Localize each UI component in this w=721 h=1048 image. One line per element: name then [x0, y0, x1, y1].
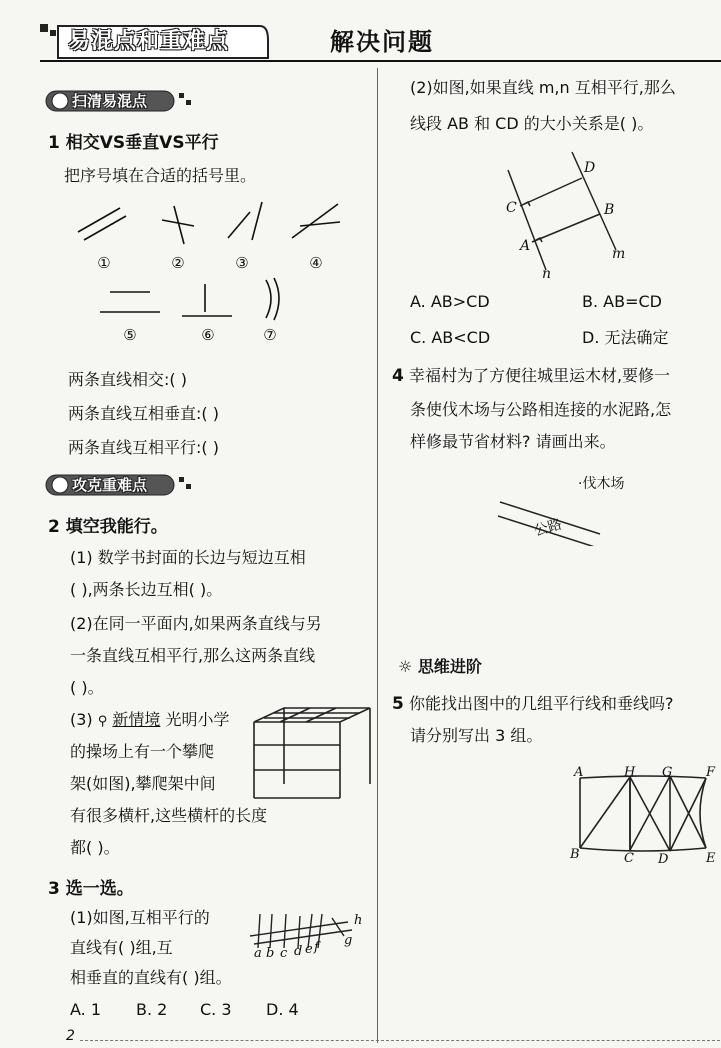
- climbing-frame-figure: [244, 700, 372, 800]
- q1-blank-parallel[interactable]: 两条直线互相平行:( ): [68, 438, 219, 457]
- q2-p2-line1: (2)在同一平面内,如果两条直线与另: [70, 614, 322, 633]
- q1-title: 相交VS垂直VS平行: [65, 133, 219, 153]
- point-label-b: B: [604, 202, 615, 218]
- magnifier-icon: ⚲: [97, 714, 108, 729]
- q3-p1-option-d[interactable]: D. 4: [266, 1000, 299, 1019]
- fig1-line-a: [78, 208, 120, 232]
- q2-p2-line3[interactable]: ( )。: [70, 678, 104, 697]
- q3-p1-line3[interactable]: 相垂直的直线有( )组。: [70, 968, 232, 987]
- q3-p2-option-d[interactable]: D. 无法确定: [582, 328, 669, 347]
- fig-label-2: ②: [171, 254, 185, 272]
- lightbulb-icon: ☼: [398, 657, 413, 676]
- q5-label-d: D: [658, 852, 669, 867]
- q3-p1-option-c[interactable]: C. 3: [200, 1000, 232, 1019]
- point-label-c: C: [506, 200, 517, 216]
- q5-line2: 请分别写出 3 组。: [410, 726, 543, 745]
- line-label-e: e: [305, 942, 313, 957]
- section-badge-clear-confusion: 扫清易混点: [72, 92, 148, 110]
- q1-blank-perpendicular[interactable]: 两条直线互相垂直:( ): [68, 404, 219, 423]
- line-label-m: m: [612, 246, 626, 262]
- q3-number: 3: [48, 879, 60, 899]
- point-label-d: D: [584, 160, 596, 176]
- point-label-a: A: [520, 238, 531, 254]
- q2-p3-line5[interactable]: 都( )。: [70, 838, 120, 857]
- q3-p2-figure: [500, 150, 640, 280]
- fig-label-5: ⑤: [123, 326, 137, 344]
- line-label-d: d: [294, 944, 303, 958]
- header-rule: [40, 60, 721, 62]
- q2-p3-line1: 光明小学: [165, 710, 230, 729]
- q1-instruction: 把序号填在合适的括号里。: [64, 166, 257, 185]
- q3-p2-line1: (2)如图,如果直线 m,n 互相平行,那么: [410, 78, 676, 97]
- page-number: 2: [66, 1028, 75, 1044]
- q3-p1-figure: [248, 908, 368, 958]
- q2-number: 2: [48, 517, 60, 537]
- line-label-n: n: [542, 266, 552, 280]
- q5-number: 5: [392, 694, 404, 714]
- line-label-h: h: [354, 913, 363, 928]
- q3-p1-option-b[interactable]: B. 2: [136, 1000, 168, 1019]
- q2-p3-line4: 有很多横杆,这些横杆的长度: [70, 806, 268, 825]
- fig4-line-a: [292, 204, 338, 238]
- q2-title: 填空我能行。: [65, 517, 168, 537]
- line-label-b: b: [266, 946, 275, 958]
- fig-label-3: ③: [235, 254, 249, 272]
- fig2-line-b: [174, 206, 184, 244]
- fig3-line-a: [228, 212, 250, 238]
- column-divider: [377, 68, 378, 1043]
- fig4-line-b: [300, 222, 340, 226]
- fig7-curve-b: [274, 278, 279, 320]
- line-label-a: a: [254, 946, 262, 958]
- q3-p2-option-b[interactable]: B. AB=CD: [582, 292, 662, 311]
- line-label-g: g: [344, 933, 353, 948]
- q4-line3: 样修最节省材料? 请画出来。: [410, 432, 616, 451]
- q3-p1-option-a[interactable]: A. 1: [70, 1000, 102, 1019]
- q5-label-f: F: [706, 765, 716, 780]
- q3-title: 选一选。: [65, 879, 134, 899]
- q2-p3-tag: 新情境: [112, 710, 161, 729]
- fig1-line-b: [84, 216, 126, 240]
- q5-label-a: A: [574, 765, 584, 780]
- lumberyard-point: ·伐木场: [578, 476, 625, 492]
- q1-blank-intersect[interactable]: 两条直线相交:( ): [68, 370, 187, 389]
- q1-number: 1: [48, 133, 60, 153]
- fig3-line-b: [252, 202, 262, 240]
- q5-line1: 你能找出图中的几组平行线和垂线吗?: [408, 694, 674, 713]
- q5-label-g: G: [662, 765, 673, 780]
- q3-p2-option-c[interactable]: C. AB<CD: [410, 328, 491, 347]
- q4-line2: 条使伐木场与公路相连接的水泥路,怎: [410, 400, 672, 419]
- q3-p1-line2[interactable]: 直线有( )组,互: [70, 938, 173, 957]
- q2-p2-line2: 一条直线互相平行,那么这两条直线: [70, 646, 316, 665]
- q2-p3-line2: 的操场上有一个攀爬: [70, 742, 215, 761]
- fig-label-7: ⑦: [263, 326, 277, 344]
- line-label-c: c: [280, 946, 288, 958]
- header-label: 易混点和重难点: [68, 29, 230, 54]
- section-title-advanced: 思维进阶: [417, 657, 482, 676]
- q5-label-h: H: [624, 765, 636, 780]
- line-label-f: f: [314, 940, 319, 955]
- fig7-curve-a: [266, 280, 271, 318]
- q5-figure: [566, 764, 716, 868]
- q5-label-c: C: [624, 851, 634, 866]
- q3-p2-option-a[interactable]: A. AB>CD: [410, 292, 490, 311]
- q5-label-e: E: [706, 851, 716, 866]
- q4-line1: 幸福村为了方便往城里运木材,要修一: [408, 366, 671, 385]
- road-label: 公路: [532, 516, 564, 540]
- q2-p3-prefix: (3): [70, 710, 93, 729]
- q1-line-figures: [70, 200, 370, 350]
- q2-p1-line1: (1) 数学书封面的长边与短边互相: [70, 548, 306, 567]
- q3-p1-line1: (1)如图,互相平行的: [70, 908, 210, 927]
- section-badge-key-points: 攻克重难点: [72, 476, 148, 494]
- page-title: 解决问题: [330, 28, 434, 56]
- q2-p3-line3: 架(如图),攀爬架中间: [70, 774, 216, 793]
- q4-number: 4: [392, 366, 404, 386]
- footer-dashed-rule: [80, 1040, 720, 1041]
- fig-label-1: ①: [97, 254, 111, 272]
- fig-label-4: ④: [309, 254, 323, 272]
- q5-label-b: B: [570, 847, 580, 862]
- q2-p1-line2[interactable]: ( ),两条长边互相( )。: [70, 580, 223, 599]
- fig-label-6: ⑥: [201, 326, 215, 344]
- q3-p2-line2[interactable]: 线段 AB 和 CD 的大小关系是( )。: [410, 114, 654, 133]
